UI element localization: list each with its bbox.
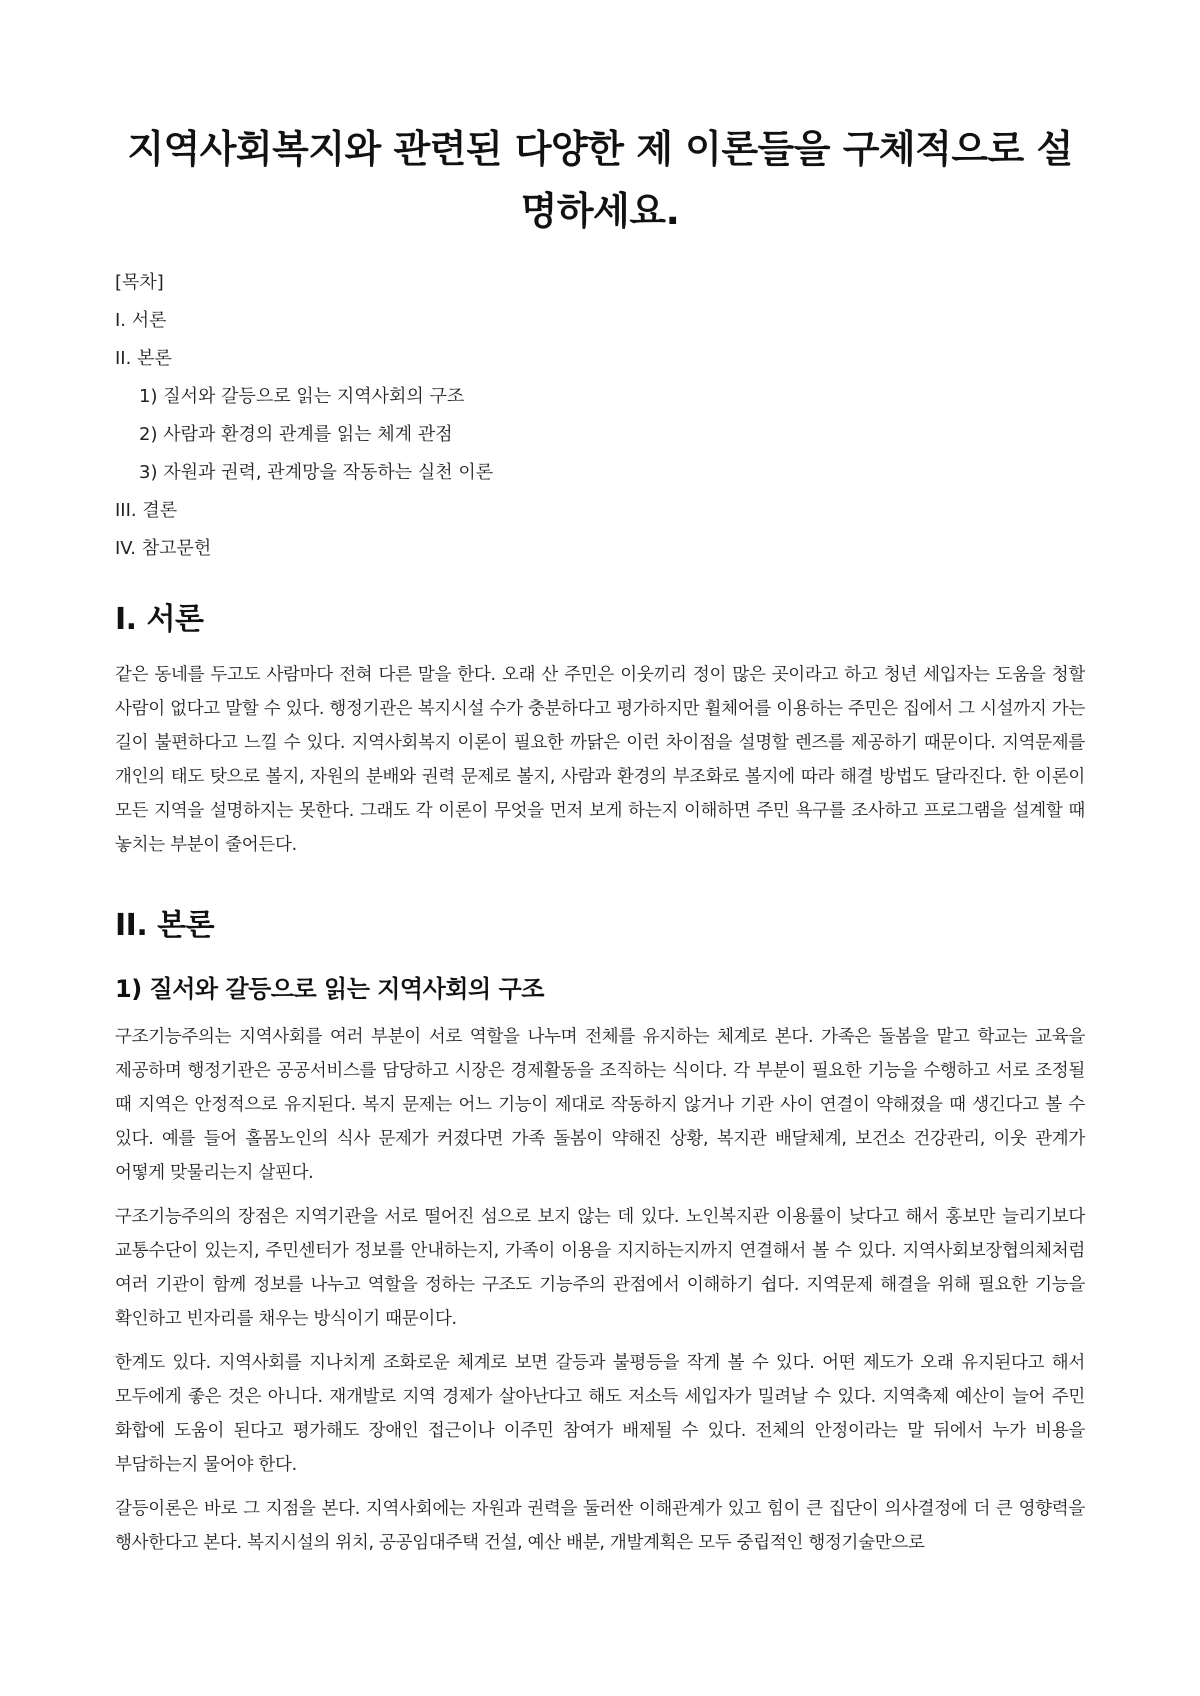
toc-item-body-3: 3) 자원과 권력, 관계망을 작동하는 실천 이론 [139,462,494,483]
subsection-1-heading: 1) 질서와 갈등으로 읽는 지역사회의 구조 [115,975,544,1003]
toc-header: [목차] [115,272,164,293]
document-title: 지역사회복지와 관련된 다양한 제 이론들을 구체적으로 설명하세요. [127,127,1073,233]
toc-item-body-1: 1) 질서와 갈등으로 읽는 지역사회의 구조 [139,386,465,407]
subsection-1-paragraph: 구조기능주의는 지역사회를 여러 부분이 서로 역할을 나누며 전체를 유지하는 체계로 본다. 가족은 돌봄을 맡고 학교는 교육을 제공하며 행정기관은 공공서비스를 담당하고 시장은 경제활동을 조직하는 식이다. 각 부분이 필요한 기능을 수행하고 서로 조정될 때 지역은 안정적으로 유지된다. 복지 문제는 어느 기능이 제대로 작동하지 않거나 기관 사이 연결이 약해졌을 때 생긴다고 볼 수 있다. 예를 들어 홀몸노인의 식사 문제가 커졌다면 가족 돌봄이 약해진 상황, 복지관 배달체계, 보건소 건강관리, 이웃 관계가 어떻게 맞물리는지 살핀다. [115,1027,1085,1183]
subsection-1-paragraph: 한계도 있다. 지역사회를 지나치게 조화로운 체계로 보면 갈등과 불평등을 작게 볼 수 있다. 어떤 제도가 오래 유지된다고 해서 모두에게 좋은 것은 아니다. 재개발로 지역 경제가 살아난다고 해도 저소득 세입자가 밀려날 수 있다. 지역축제 예산이 늘어 주민 화합에 도움이 된다고 평가해도 장애인 접근이나 이주민 참여가 배제될 수 있다. 전체의 안정이라는 말 뒤에서 누가 비용을 부담하는지 물어야 한다. [115,1353,1085,1475]
table-of-contents [115,264,1085,568]
section-spacer [115,872,1085,896]
subsection-1-paragraph: 갈등이론은 바로 그 지점을 본다. 지역사회에는 자원과 권력을 둘러싼 이해관계가 있고 힘이 큰 집단이 의사결정에 더 큰 영향력을 행사한다고 본다. 복지시설의 위치, 공공임대주택 건설, 예산 배분, 개발계획은 모두 중립적인 행정기술만으로 [115,1499,1085,1553]
toc-item-intro: I. 서론 [115,310,167,331]
subsection-1-paragraph: 구조기능주의의 장점은 지역기관을 서로 떨어진 섬으로 보지 않는 데 있다. 노인복지관 이용률이 낮다고 해서 홍보만 늘리기보다 교통수단이 있는지, 주민센터가 정보를 안내하는지, 가족이 이용을 지지하는지까지 연결해서 볼 수 있다. 지역사회보장협의체처럼 여러 기관이 함께 정보를 나누고 역할을 정하는 구조도 기능주의 관점에서 이해하기 쉽다. 지역문제 해결을 위해 필요한 기능을 확인하고 빈자리를 채우는 방식이기 때문이다. [115,1207,1085,1329]
toc-item-body: II. 본론 [115,348,172,369]
intro-heading: I. 서론 [115,602,204,637]
body-heading: II. 본론 [115,908,215,943]
toc-item-references: IV. 참고문헌 [115,538,212,559]
intro-section [115,598,1085,862]
intro-paragraph: 같은 동네를 두고도 사람마다 전혀 다른 말을 한다. 오래 산 주민은 이웃끼리 정이 많은 곳이라고 하고 청년 세입자는 도움을 청할 사람이 없다고 말할 수 있다. 행정기관은 복지시설 수가 충분하다고 평가하지만 휠체어를 이용하는 주민은 집에서 그 시설까지 가는 길이 불편하다고 느낄 수 있다. 지역사회복지 이론이 필요한 까닭은 이런 차이점을 설명할 렌즈를 제공하기 때문이다. 지역문제를 개인의 태도 탓으로 볼지, 자원의 분배와 권력 문제로 볼지, 사람과 환경의 부조화로 볼지에 따라 해결 방법도 달라진다. 한 이론이 모든 지역을 설명하지는 못한다. 그래도 각 이론이 무엇을 먼저 보게 하는지 이해하면 주민 욕구를 조사하고 프로그램을 설계할 때 놓치는 부분이 줄어든다. [115,665,1085,855]
body-section [115,904,1085,1560]
toc-item-conclusion: III. 결론 [115,500,178,521]
toc-item-body-2: 2) 사람과 환경의 관계를 읽는 체계 관점 [139,424,453,445]
